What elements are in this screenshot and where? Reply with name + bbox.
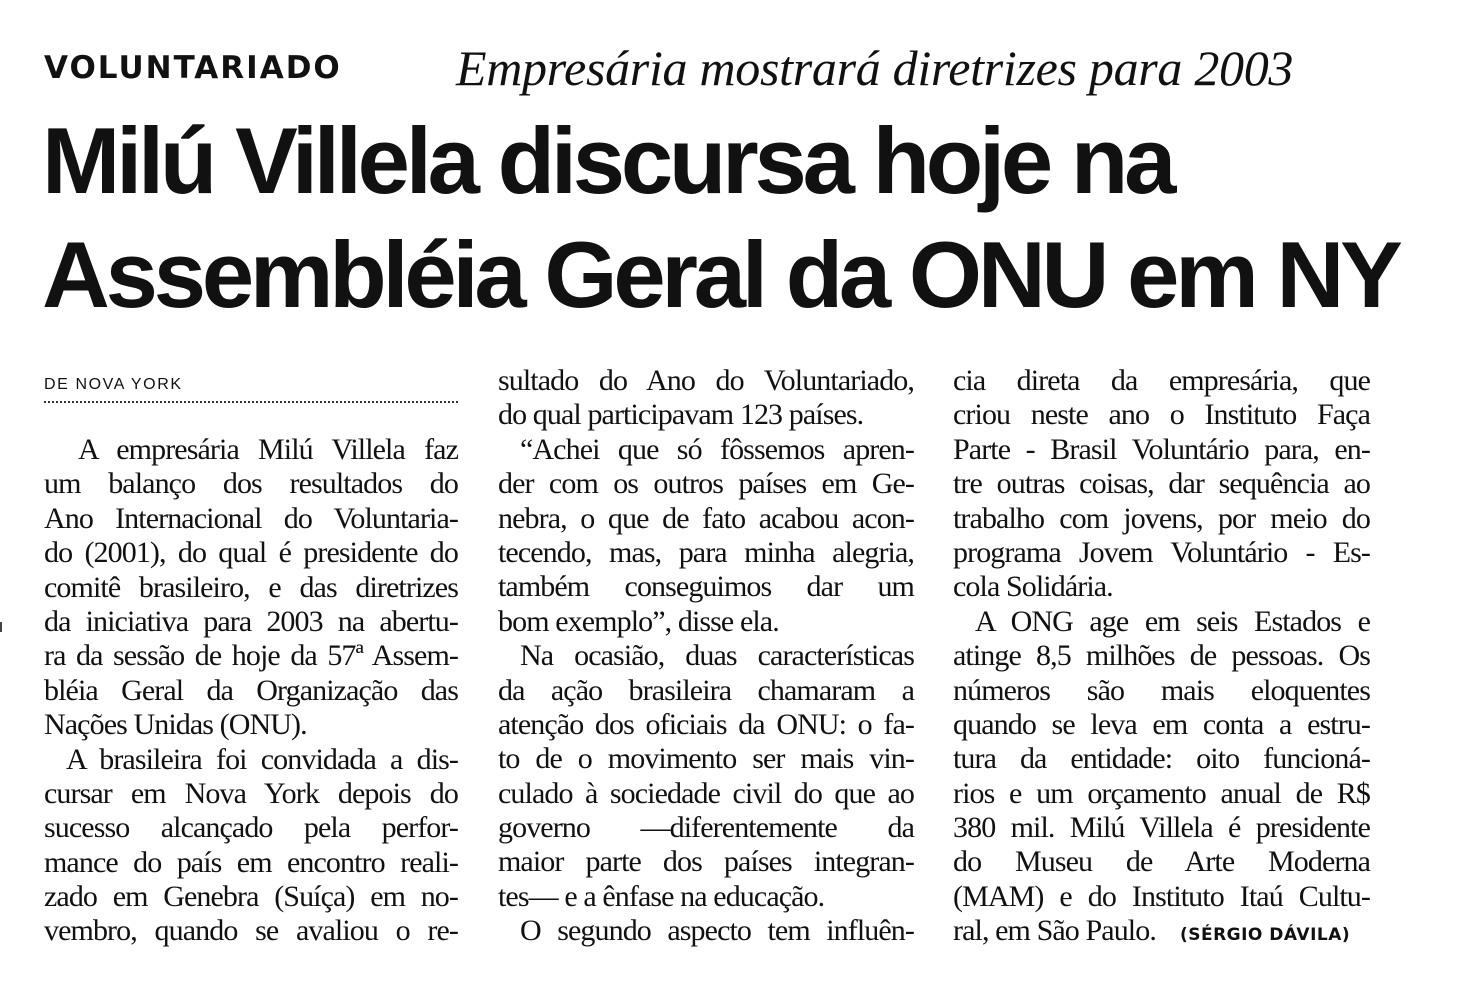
body-line: vembro, quando se avaliou o re- xyxy=(44,914,458,948)
kicker: VOLUNTARIADO xyxy=(44,50,342,86)
body-line-final xyxy=(953,914,1370,948)
headline xyxy=(42,104,1442,332)
subhead: Empresária mostrará diretrizes para 2003 xyxy=(456,40,1294,96)
body-line: cia direta da empresária, que xyxy=(953,364,1370,397)
body-line: um balanço dos resultados do xyxy=(44,467,458,501)
body-line: tura da entidade: oito funcioná- xyxy=(953,742,1370,776)
body-line: do Museu de Arte Moderna xyxy=(953,845,1370,879)
body-line: bom exemplo”, disse ela. xyxy=(498,604,779,638)
body-line: tecendo, mas, para minha alegria, xyxy=(498,535,914,569)
body-line: do (2001), do qual é presidente do xyxy=(44,536,458,570)
body-line: também conseguimos dar um xyxy=(498,570,914,604)
dateline: DE NOVA YORK xyxy=(44,376,183,393)
body-line: Parte - Brasil Voluntário para, en- xyxy=(953,432,1370,466)
body-line: zado em Genebra (Suíça) em no- xyxy=(44,880,458,914)
body-line: números são mais eloquentes xyxy=(953,673,1370,707)
body-line: atinge 8,5 milhões de pessoas. Os xyxy=(953,639,1370,673)
body-line: 380 mil. Milú Villela é presidente xyxy=(953,811,1370,845)
body-line: rios e um orçamento anual de R$ xyxy=(953,776,1370,810)
body-line: comitê brasileiro, e das diretrizes xyxy=(44,570,458,604)
body-line: A empresária Milú Villela faz xyxy=(78,433,458,466)
body-line: tes— e a ênfase na educação. xyxy=(498,879,825,913)
body-line: culado à sociedade civil do que ao xyxy=(498,776,914,810)
body-line: atenção dos oficiais da ONU: o fa- xyxy=(498,707,914,741)
body-line: sultado do Ano do Voluntariado, xyxy=(498,364,914,397)
body-line-text: ral, em São Paulo. xyxy=(953,914,1156,948)
body-line: (MAM) e do Instituto Itaú Cultu- xyxy=(953,879,1370,913)
headline-line-1: Milú Villela discursa hoje na xyxy=(42,108,1173,213)
dotted-rule xyxy=(44,401,458,403)
body-line: cursar em Nova York depois do xyxy=(44,776,458,810)
body-line: O segundo aspecto tem influên- xyxy=(520,914,914,948)
body-line: sucesso alcançado pela perfor- xyxy=(44,811,458,845)
body-line: criou neste ano o Instituto Faça xyxy=(953,398,1370,432)
body-line: programa Jovem Voluntário - Es- xyxy=(953,535,1370,569)
body-line: Ano Internacional do Voluntaria- xyxy=(44,501,458,535)
body-line: ra da sessão de hoje da 57ª Assem- xyxy=(44,639,458,673)
body-line: bléia Geral da Organização das xyxy=(44,673,458,707)
body-line: nebra, o que de fato acabou acon- xyxy=(498,501,914,535)
body-line: A ONG age em seis Estados e xyxy=(975,604,1370,638)
body-line: da ação brasileira chamaram a xyxy=(498,673,914,707)
body-line: Na ocasião, duas características xyxy=(520,639,914,673)
page-edge-mark xyxy=(0,622,5,632)
body-line: quando se leva em conta a estru- xyxy=(953,707,1370,741)
body-line: do qual participavam 123 países. xyxy=(498,398,864,432)
byline: (SÉRGIO DÁVILA) xyxy=(1179,925,1351,946)
body-line: governo —diferentemente da xyxy=(498,811,914,845)
body-line: cola Solidária. xyxy=(953,570,1113,604)
body-line: “Achei que só fôssemos apren- xyxy=(520,432,914,466)
body-line: da iniciativa para 2003 na abertu- xyxy=(44,604,458,638)
body-line: mance do país em encontro reali- xyxy=(44,845,458,879)
body-line: A brasileira foi convidada a dis- xyxy=(66,742,458,776)
body-line: tre outras coisas, dar sequência ao xyxy=(953,467,1370,501)
article-column-2 xyxy=(498,364,914,949)
body-line: Nações Unidas (ONU). xyxy=(44,708,307,742)
body-line: trabalho com jovens, por meio do xyxy=(953,501,1370,535)
headline-line-2: Assembléia Geral da ONU em NY xyxy=(42,222,1399,327)
article-column-1 xyxy=(44,433,458,949)
body-line: to de o movimento ser mais vin- xyxy=(498,742,914,776)
body-line: der com os outros países em Ge- xyxy=(498,467,914,501)
body-line: maior parte dos países integran- xyxy=(498,845,914,879)
article-column-3 xyxy=(953,364,1370,949)
